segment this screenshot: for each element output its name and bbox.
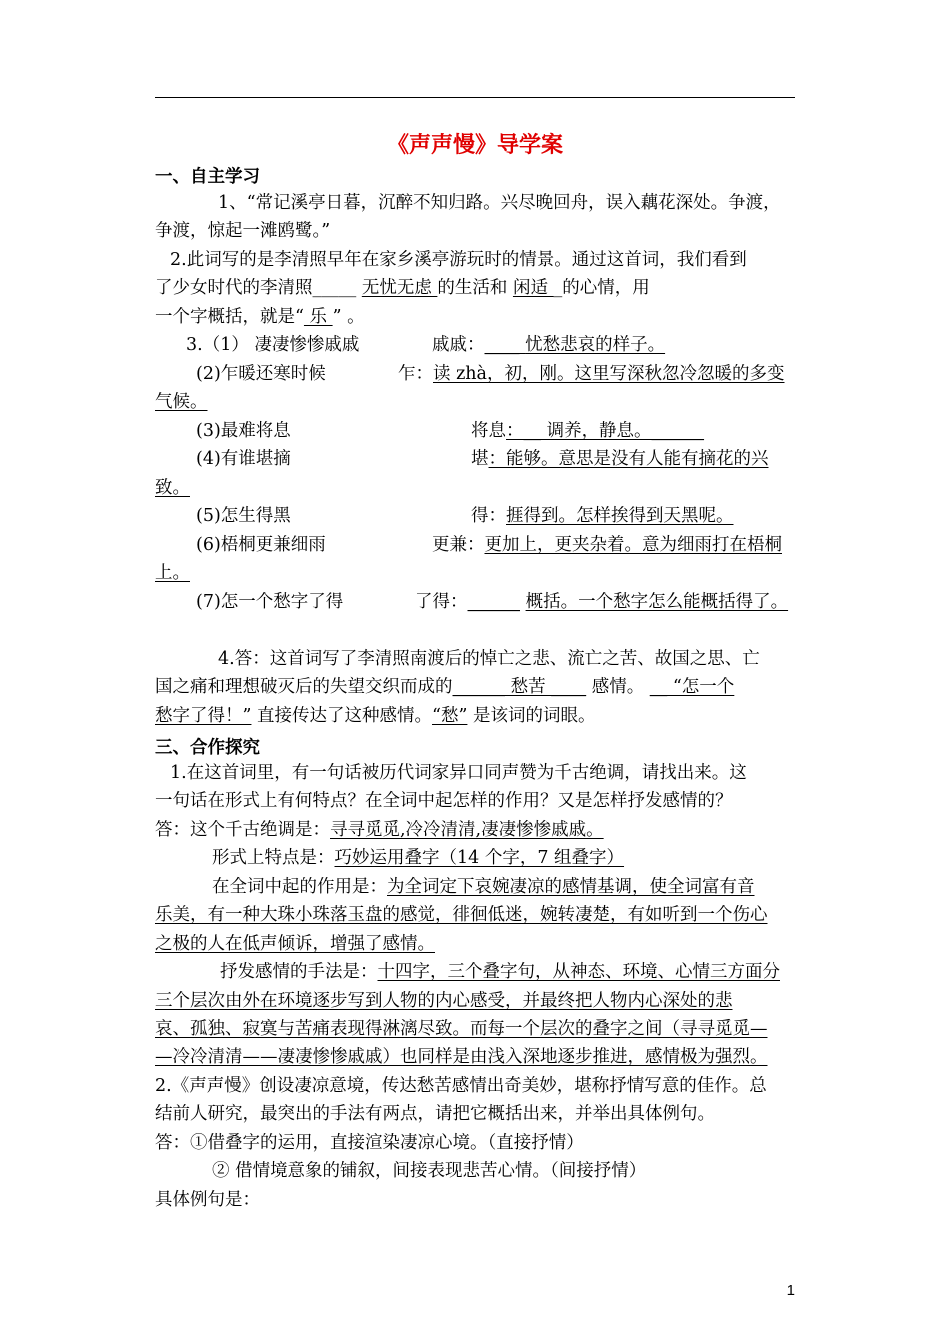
e1-line-11 bbox=[155, 1043, 768, 1071]
e1-line-7 bbox=[155, 930, 435, 958]
q2-text: 了少女时代的李清照 bbox=[155, 278, 313, 298]
q3-item-1-word: 3.（1） 凄凄惨惨戚戚 bbox=[186, 335, 360, 355]
section-heading-cooperative: 三、合作探究 bbox=[155, 738, 260, 758]
q4-line-3 bbox=[155, 702, 595, 730]
q4-text: 感情。 bbox=[586, 677, 645, 697]
q3-answer: 读 zhà，初，刚。这里写深秋忽冷忽暖的多变 bbox=[433, 364, 785, 384]
q3-item-7-answer bbox=[415, 588, 788, 616]
q4-answer-eye: “愁” bbox=[432, 706, 468, 726]
q3-item-3-answer bbox=[471, 417, 704, 445]
e1-line-9 bbox=[155, 987, 733, 1015]
q3-label: 了得： bbox=[415, 592, 468, 612]
q2-blank: _____ bbox=[312, 278, 362, 298]
e1-text: 形式上特点是： bbox=[212, 848, 335, 868]
e2-line-2: 结前人研究，最突出的手法有两点，请把它概括出来，并举出具体例句。 bbox=[155, 1104, 715, 1124]
e1-line-10 bbox=[155, 1015, 768, 1043]
q3-item-4-answer bbox=[471, 445, 769, 473]
header-rule bbox=[155, 97, 795, 98]
q2-answer-joy: 乐 bbox=[303, 307, 333, 327]
page-title: 《声声慢》导学案 bbox=[386, 133, 563, 158]
q2-text: 的心情，用 bbox=[562, 278, 650, 298]
e2-line-3: 答：①借叠字的运用，直接渲染凄凉心境。（直接抒情） bbox=[155, 1133, 584, 1153]
q3-answer: ：__ 调养，静息。______ bbox=[506, 421, 705, 441]
e1-line-3 bbox=[155, 816, 604, 844]
q2-text: 。 bbox=[341, 307, 365, 327]
q2-answer-leisure: 闲适 bbox=[512, 278, 554, 298]
q2-text: ” bbox=[332, 307, 342, 327]
q2-line-1: 2.此词写的是李清照早年在家乡溪亭游玩时的情景。通过这首词，我们看到 bbox=[170, 250, 747, 270]
q4-line-2 bbox=[155, 673, 734, 701]
q4-text: 国之痛和理想破灭后的失望交织而成的 bbox=[155, 677, 453, 697]
q3-item-6-answer bbox=[432, 531, 782, 559]
q3-label: 戚戚： bbox=[432, 335, 485, 355]
e1-answer: 为全词定下哀婉凄凉的感情基调，使全词富有音 bbox=[387, 877, 755, 897]
section-heading-self-study: 一、自主学习 bbox=[155, 167, 260, 187]
e2-line-4: ② 借情境意象的铺叙，间接表现悲苦心情。（间接抒情） bbox=[212, 1161, 647, 1181]
q3-item-2-answer bbox=[398, 360, 785, 388]
q3-answer: 捱得到。怎样挨得到天黑呢。 bbox=[506, 506, 734, 526]
e1-answer: 乐美，有一种大珠小珠落玉盘的感觉，徘徊低迷，婉转凄楚，有如听到一个伤心 bbox=[155, 905, 768, 925]
q3-item-5-word: (5)怎生得黑 bbox=[196, 506, 291, 526]
e1-answer: 寻寻觅觅,冷冷清清,凄凄惨惨戚戚。 bbox=[330, 820, 604, 840]
e1-text: 抒发感情的手法是： bbox=[220, 962, 378, 982]
e1-answer: 三个层次由外在环境逐步写到人物的内心感受，并最终把人物内心深处的悲 bbox=[155, 991, 733, 1011]
e1-text: 在全词中起的作用是： bbox=[212, 877, 387, 897]
q4-text: 是该词的词眼。 bbox=[467, 706, 596, 726]
q3-blank: ______ bbox=[467, 592, 520, 612]
q3-blank: ____ bbox=[484, 335, 526, 355]
q3-item-6-answer-cont bbox=[155, 559, 190, 587]
e2-line-1: 2.《声声慢》创设凄凉意境，传达愁苦感情出奇美妙，堪称抒情写意的佳作。总 bbox=[155, 1076, 767, 1096]
q2-line-2 bbox=[155, 274, 650, 302]
q3-item-4-answer-cont bbox=[155, 474, 190, 502]
q3-label: 乍： bbox=[398, 364, 433, 384]
e1-answer: 之极的人在低声倾诉，增强了感情。 bbox=[155, 934, 435, 954]
e2-line-5: 具体例句是： bbox=[155, 1190, 260, 1210]
e1-line-4 bbox=[212, 844, 624, 872]
q3-item-6-word: (6)梧桐更兼细雨 bbox=[196, 535, 326, 555]
q3-answer: 概括。一个愁字怎么能概括得了。 bbox=[525, 592, 789, 612]
q2-text: 一个字概括，就是“ bbox=[155, 307, 304, 327]
q3-label: 堪 bbox=[471, 449, 489, 469]
q3-answer: 更加上，更夹杂着。意为细雨打在梧桐 bbox=[484, 535, 782, 555]
q3-answer: 气候。 bbox=[155, 392, 208, 412]
q3-label: 将息 bbox=[471, 421, 506, 441]
e1-answer: 巧妙运用叠字（14 个字，7 组叠字） bbox=[334, 848, 625, 868]
q3-label: 更兼： bbox=[432, 535, 485, 555]
q3-item-2-word: (2)乍暖还寒时候 bbox=[196, 364, 326, 384]
q3-item-7-word: (7)怎一个愁字了得 bbox=[196, 592, 344, 612]
q1-line-1: 1、“常记溪亭日暮，沉醉不知归路。兴尽晚回舟，误入藕花深处。争渡， bbox=[218, 193, 781, 213]
e1-answer: 哀、孤独、寂寞与苦痛表现得淋漓尽致。而每一个层次的叠字之间（寻寻觅觅— bbox=[155, 1019, 768, 1039]
q2-text: 的生活和 bbox=[437, 278, 513, 298]
q4-answer-quote: __ “怎一个 bbox=[649, 677, 735, 697]
e1-line-8 bbox=[220, 958, 780, 986]
q4-line-1: 4.答：这首词写了李清照南渡后的悼亡之悲、流亡之苦、故国之思、亡 bbox=[218, 649, 760, 669]
e1-answer: 十四字，三个叠字句，从神态、环境、心情三方面分 bbox=[377, 962, 780, 982]
e1-line-2: 一句话在形式上有何特点？在全词中起怎样的作用？又是怎样抒发感情的？ bbox=[155, 791, 733, 811]
q4-answer-quote: 愁字了得！” bbox=[155, 706, 252, 726]
q3-answer: 忧愁悲哀的样子。 bbox=[525, 335, 666, 355]
e1-line-6 bbox=[155, 901, 768, 929]
q4-answer-sorrow: ______ 愁苦 ____ bbox=[452, 677, 587, 697]
q4-text: 直接传达了这种感情。 bbox=[251, 706, 433, 726]
page-number: 1 bbox=[786, 1282, 795, 1299]
q3-item-4-word: (4)有谁堪摘 bbox=[196, 449, 291, 469]
e1-line-5 bbox=[212, 873, 755, 901]
q3-item-1-answer bbox=[432, 331, 665, 359]
q3-item-5-answer bbox=[471, 502, 734, 530]
q2-line-3 bbox=[155, 303, 365, 331]
q3-answer: 致。 bbox=[155, 478, 190, 498]
q3-item-3-word: (3)最难将息 bbox=[196, 421, 291, 441]
q2-blank: _ bbox=[553, 278, 563, 298]
q1-line-2: 争渡，惊起一滩鸥鹭。” bbox=[155, 221, 331, 241]
e1-line-1: 1.在这首词里，有一句话被历代词家异口同声赞为千古绝调，请找出来。这 bbox=[170, 763, 747, 783]
q2-answer-carefree: 无忧无虑 bbox=[361, 278, 438, 298]
q3-answer: ：能够。意思是没有人能有摘花的兴 bbox=[488, 449, 769, 469]
q3-item-2-answer-cont bbox=[155, 388, 208, 416]
e1-text: 答：这个千古绝调是： bbox=[155, 820, 330, 840]
q3-answer: 上。 bbox=[155, 563, 190, 583]
e1-answer: —冷冷清清——凄凄惨惨戚戚）也同样是由浅入深地逐步推进，感情极为强烈。 bbox=[155, 1047, 768, 1067]
q3-label: 得： bbox=[471, 506, 506, 526]
